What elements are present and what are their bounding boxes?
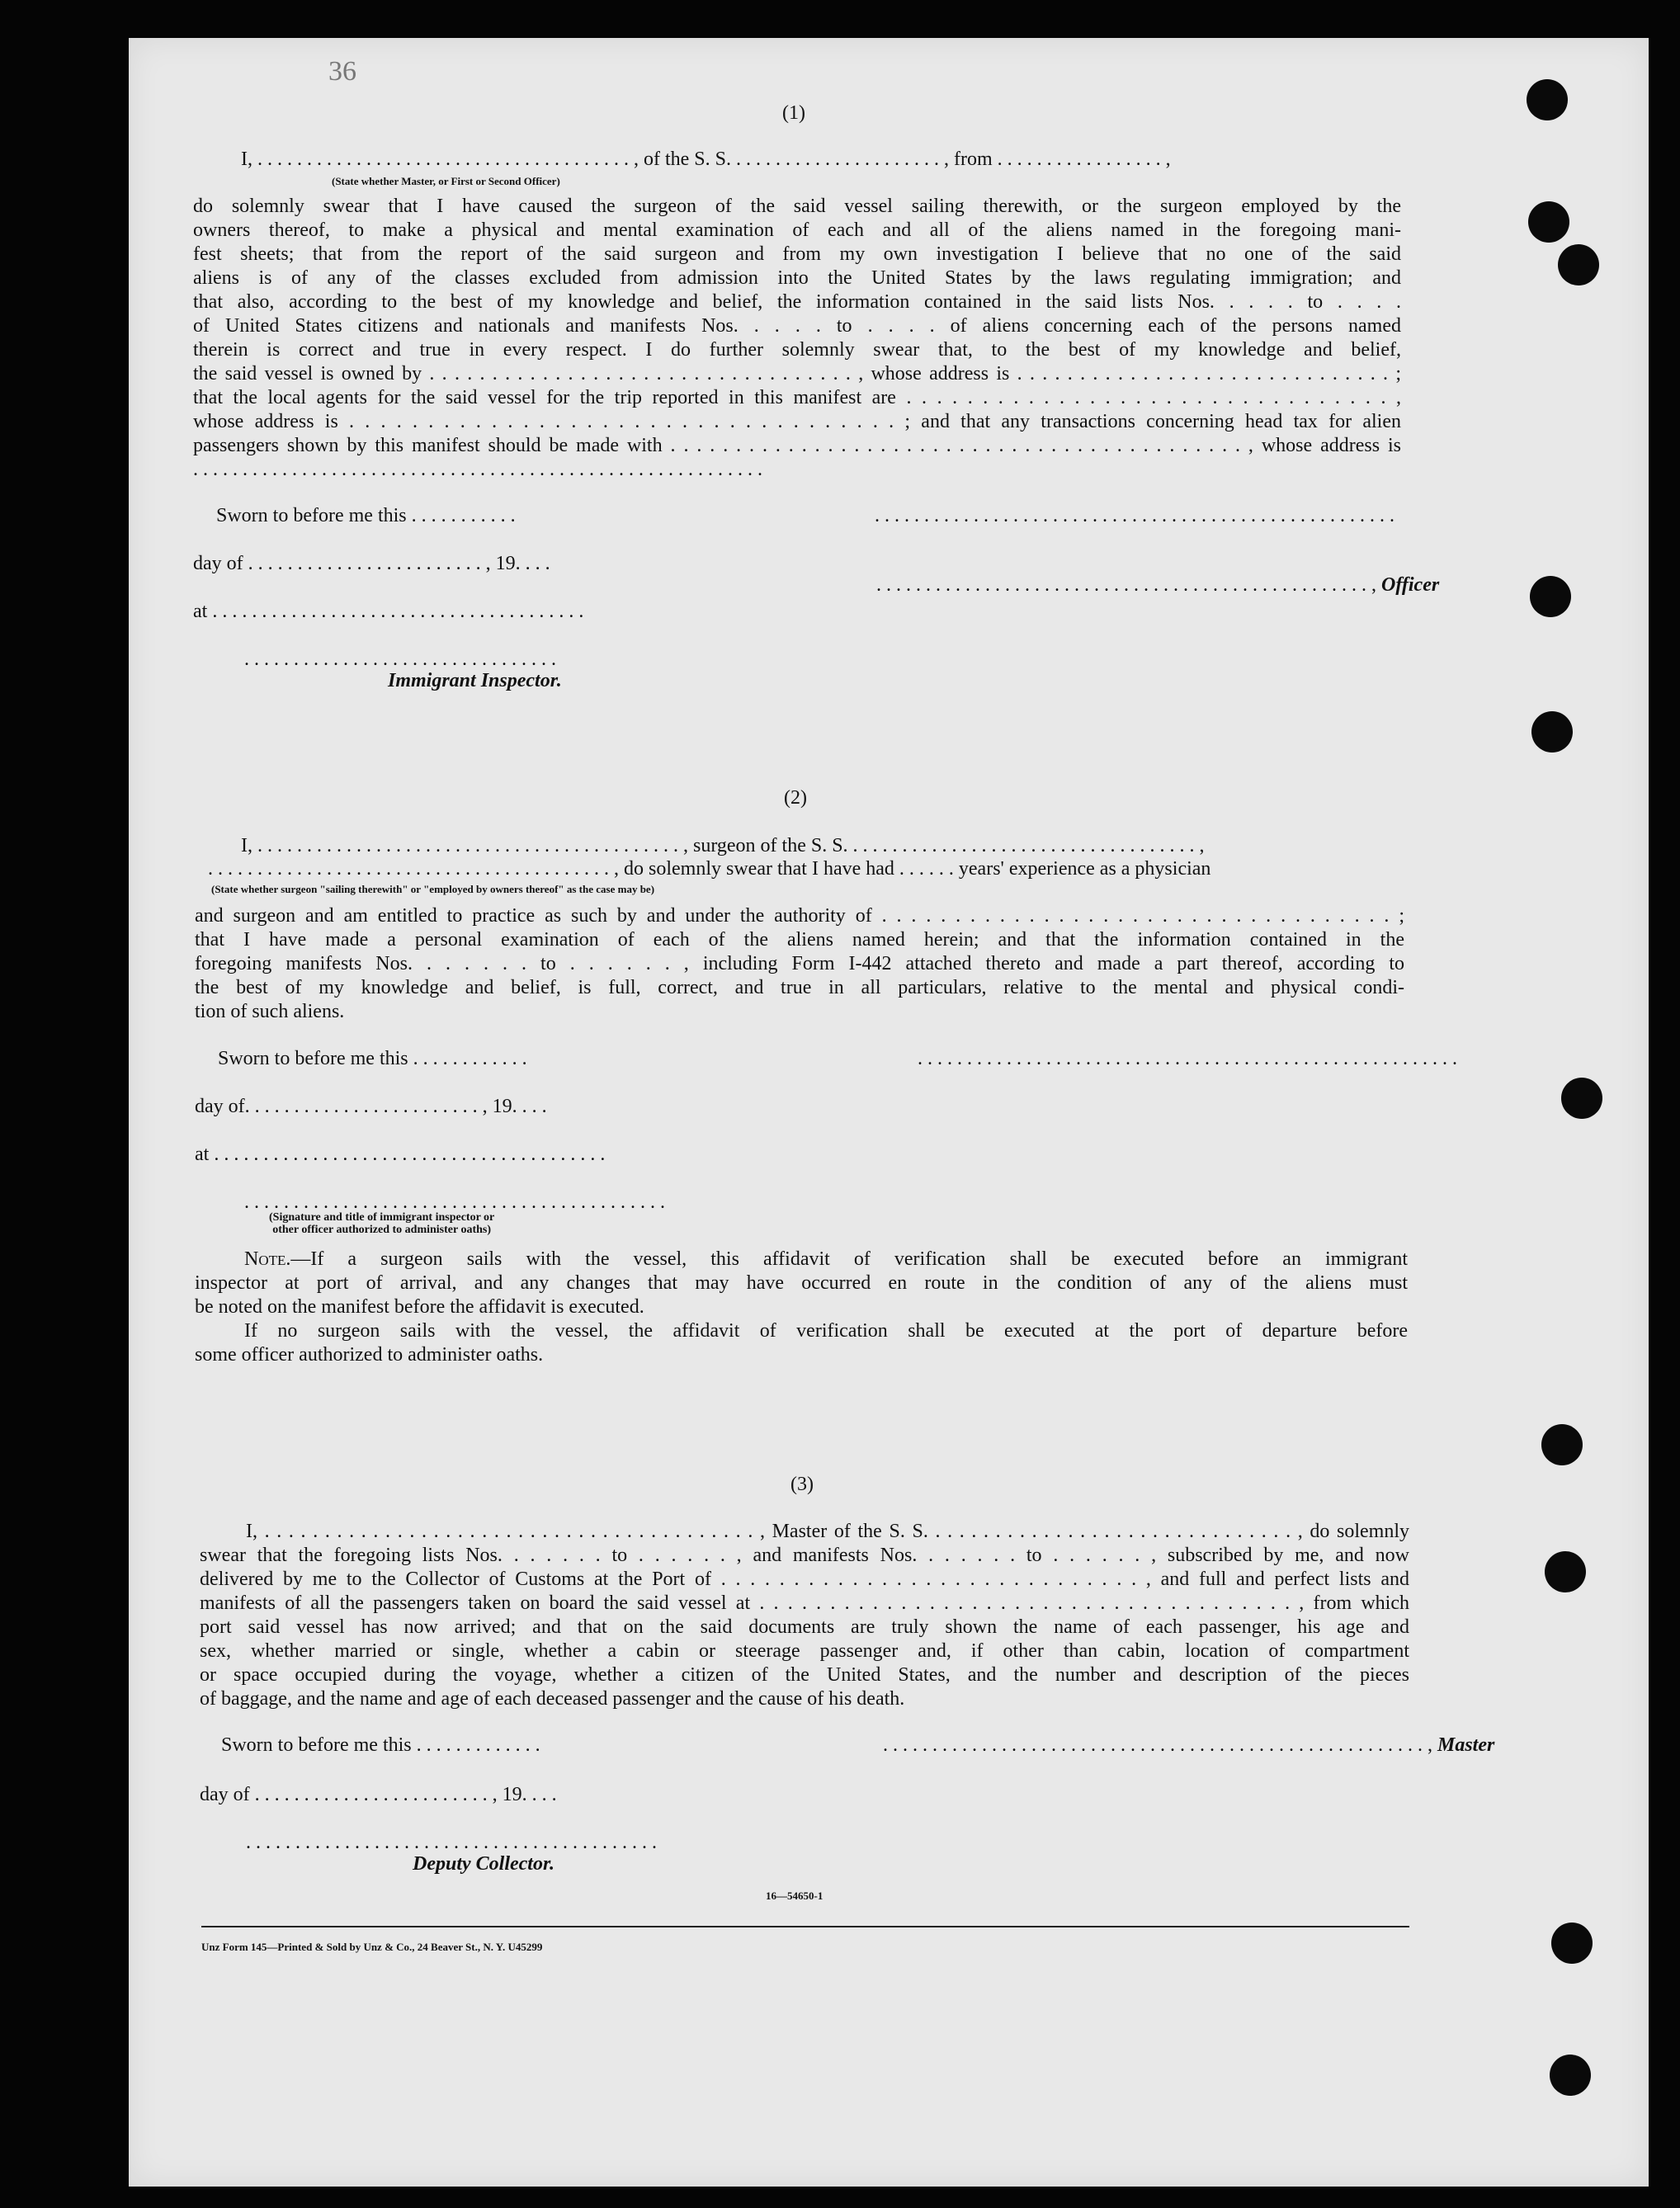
section-3-oath-text <box>200 1520 1409 1711</box>
section-1-sworn: Sworn to before me this . . . . . . . . . . . <box>216 505 516 526</box>
section-2-signature2-line: . . . . . . . . . . . . . . . . . . . . . . . . . . . . . . . . . . . . . . . . . . . <box>244 1191 665 1213</box>
binder-hole <box>1558 244 1599 285</box>
section-2-oath-text <box>195 904 1404 1024</box>
section-1-inspector-label: Immigrant Inspector. <box>388 670 562 691</box>
binder-hole <box>1530 576 1571 617</box>
master-label: Master <box>1437 1734 1495 1756</box>
binder-hole <box>1561 1078 1602 1119</box>
oath-line: fest sheets; that from the report of the said surgeon and from my own investigation I believe that no one of the said <box>193 243 1401 265</box>
hint-line: (Signature and title of immigrant inspector or <box>269 1211 495 1224</box>
section-1-signature-line: . . . . . . . . . . . . . . . . . . . . . . . . . . . . . . . . . . . . . . . . . . . . . . . . . . . . . <box>875 505 1394 526</box>
printer-credit: Unz Form 145—Printed & Sold by Unz & Co., 24 Beaver St., N. Y. U45299 <box>201 1941 543 1953</box>
section-3-master-line <box>883 1734 1494 1757</box>
section-2-signature2-hint <box>269 1211 494 1236</box>
oath-line: aliens is of any of the classes excluded from admission into the United States by the laws regulating immigration; and <box>193 267 1401 289</box>
section-2-day: day of. . . . . . . . . . . . . . . . . . . . . . . . , 19. . . . <box>195 1096 547 1117</box>
officer-label: Officer <box>1381 574 1440 596</box>
oath-line: therein is correct and true in every respect. I do further solemnly swear that, to the best of my knowledge and belief, <box>193 339 1401 361</box>
oath-line: owners thereof, to make a physical and mental examination of each and all of the aliens named in the foregoing mani- <box>193 219 1401 241</box>
section-3-day: day of . . . . . . . . . . . . . . . . . . . . . . . . , 19. . . . <box>200 1784 557 1805</box>
footer-divider <box>201 1926 1409 1927</box>
section-1-at: at . . . . . . . . . . . . . . . . . . . . . . . . . . . . . . . . . . . . . . <box>193 601 584 622</box>
binder-hole <box>1550 2055 1591 2096</box>
oath-line: port said vessel has now arrived; and that on the said documents are truly shown the name of each passenger, his age and <box>200 1616 1409 1638</box>
binder-hole <box>1541 1424 1583 1465</box>
oath-line: swear that the foregoing lists Nos. . . . . . . to . . . . . . , and manifests Nos. . . . . . . to . . . . . . , subscribed by me, and now <box>200 1545 1409 1566</box>
oath-line: I, . . . . . . . . . . . . . . . . . . . . . . . . . . . . . . . . . . . . . . . . . , Master of the S. S. . . . . . . . . . . . . . . . . . . . . . . . . . . . . . . , do solemnly <box>246 1521 1409 1542</box>
handwritten-mark: 36 <box>328 56 356 87</box>
binder-hole <box>1527 79 1568 120</box>
section-2-note <box>195 1248 1408 1367</box>
oath-line: sex, whether married or single, whether a cabin or steerage passenger and, if other than cabin, location of compartment <box>200 1640 1409 1662</box>
oath-line: foregoing manifests Nos. . . . . . . to . . . . . . , including Form I-442 attached thereto and made a part thereof, according to <box>195 953 1404 974</box>
oath-line: that I have made a personal examination of each of the aliens named herein; and that the information contained in the <box>195 929 1404 951</box>
oath-line: tion of such aliens. <box>195 1001 345 1022</box>
section-1-number: (1) <box>782 102 805 124</box>
oath-line: the said vessel is owned by . . . . . . . . . . . . . . . . . . . . . . . . . . . . . . . . . . , whose address is . . . . . . . . . . . . . . . . . . . . . . . . . . . . . . ; <box>193 363 1401 385</box>
section-1-oath-text <box>193 195 1401 482</box>
section-1-declarant-line: I, . . . . . . . . . . . . . . . . . . . . . . . . . . . . . . . . . . . . . . , of the S. S. . . . . . . . . . . . . . . . . . . . . . , from . . . . . . . . . . . . . . . . . , <box>241 149 1171 170</box>
note-label: Note. <box>244 1248 291 1270</box>
note-line: some officer authorized to administer oaths. <box>195 1344 544 1366</box>
binder-hole <box>1545 1551 1586 1592</box>
oath-line: the best of my knowledge and belief, is full, correct, and true in all particulars, relative to the mental and physical condi- <box>195 977 1404 998</box>
section-2-experience-line: . . . . . . . . . . . . . . . . . . . . . . . . . . . . . . . . . . . . . . . . . , do solemnly swear that I have had . . . . . . years' experience as a physician <box>208 858 1211 880</box>
note-line: inspector at port of arrival, and any changes that may have occurred en route in the condition of any of the aliens must <box>195 1272 1408 1294</box>
section-1-officer-line <box>876 574 1439 597</box>
oath-line: that also, according to the best of my knowledge and belief, the information contained in the said lists Nos. . . . . to . . . . <box>193 291 1401 313</box>
oath-line: delivered by me to the Collector of Customs at the Port of . . . . . . . . . . . . . . . . . . . . . . . . . . . . . , and full and perfect lists and <box>200 1569 1409 1590</box>
section-3-sworn: Sworn to before me this . . . . . . . . . . . . . <box>221 1734 540 1756</box>
oath-line: of baggage, and the name and age of each deceased passenger and the cause of his death. <box>200 1688 905 1710</box>
note-line: be noted on the manifest before the affidavit is executed. <box>195 1296 644 1318</box>
note-line <box>195 1248 1408 1271</box>
oath-line: whose address is . . . . . . . . . . . . . . . . . . . . . . . . . . . . . . . . . . . ; and that any transactions concerning head tax for alien <box>193 411 1401 432</box>
oath-line: manifests of all the passengers taken on board the said vessel at . . . . . . . . . . . . . . . . . . . . . . . . . . . . . . . . . . . . . . , from which <box>200 1592 1409 1614</box>
binder-hole <box>1528 201 1569 243</box>
oath-line: that the local agents for the said vessel for the trip reported in this manifest are . . . . . . . . . . . . . . . . . . . . . . . . . . . . . . . . , <box>193 387 1401 408</box>
oath-line: passengers shown by this manifest should be made with . . . . . . . . . . . . . . . . . . . . . . . . . . . . . . . . . . . . . . . . . . . . , whose address is <box>193 435 1401 456</box>
oath-line: of United States citizens and nationals and manifests Nos. . . . . to . . . . of aliens concerning each of the persons named <box>193 315 1401 337</box>
note-line: If no surgeon sails with the vessel, the affidavit of verification shall be executed at the port of departure before <box>244 1320 1408 1342</box>
section-3-number: (3) <box>790 1474 814 1495</box>
section-3-collector-line: . . . . . . . . . . . . . . . . . . . . . . . . . . . . . . . . . . . . . . . . . . <box>246 1832 657 1853</box>
hint-line: other officer authorized to administer oaths) <box>272 1224 492 1236</box>
oath-line: do solemnly swear that I have caused the surgeon of the said vessel sailing therewith, or the surgeon employed by the <box>193 196 1401 217</box>
oath-line: or space occupied during the voyage, whether a citizen of the United States, and the number and description of the pieces <box>200 1664 1409 1686</box>
section-2-signature-line: . . . . . . . . . . . . . . . . . . . . . . . . . . . . . . . . . . . . . . . . . . . . . . . . . . . . . . . <box>918 1048 1457 1069</box>
form-code: 16—54650-1 <box>766 1890 823 1902</box>
section-2-surgeon-hint: (State whether surgeon "sailing therewith" or "employed by owners thereof" as the case may be) <box>211 883 655 895</box>
section-2-sworn: Sworn to before me this . . . . . . . . . . . . <box>218 1048 527 1069</box>
note-text: —If a surgeon sails with the vessel, this affidavit of verification shall be executed before an immigrant <box>290 1248 1408 1270</box>
section-2-at: at . . . . . . . . . . . . . . . . . . . . . . . . . . . . . . . . . . . . . . . . <box>195 1144 606 1165</box>
oath-line: . . . . . . . . . . . . . . . . . . . . . . . . . . . . . . . . . . . . . . . . . . . . . . . . . . . . . . . . . . <box>193 459 762 480</box>
section-2-number: (2) <box>784 787 807 809</box>
section-1-inspector-line: . . . . . . . . . . . . . . . . . . . . . . . . . . . . . . . . <box>244 649 556 670</box>
section-1-declarant-hint: (State whether Master, or First or Second Officer) <box>332 175 560 187</box>
officer-dots: . . . . . . . . . . . . . . . . . . . . . . . . . . . . . . . . . . . . . . . . . . . . . . . . . . , <box>876 574 1381 596</box>
section-3-collector-label: Deputy Collector. <box>413 1853 554 1875</box>
section-1-day: day of . . . . . . . . . . . . . . . . . . . . . . . . , 19. . . . <box>193 553 550 574</box>
master-dots: . . . . . . . . . . . . . . . . . . . . . . . . . . . . . . . . . . . . . . . . . . . . . . . . . . . . . . . , <box>883 1734 1437 1756</box>
binder-hole <box>1551 1923 1593 1964</box>
binder-hole <box>1531 711 1573 753</box>
oath-line: and surgeon and am entitled to practice as such by and under the authority of . . . . . . . . . . . . . . . . . . . . . . . . . . . . . . . . . . . ; <box>195 905 1404 927</box>
section-2-surgeon-line: I, . . . . . . . . . . . . . . . . . . . . . . . . . . . . . . . . . . . . . . . . . . . , surgeon of the S. S. . . . . . . . . . . . . . . . . . . . . . . . . . . . . . . . . . . . , <box>241 835 1205 856</box>
